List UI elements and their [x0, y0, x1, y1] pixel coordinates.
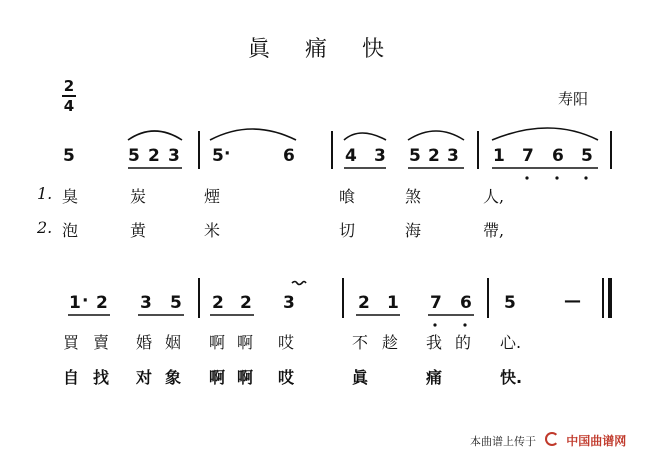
- lyric: 姻: [165, 333, 182, 352]
- note: 5: [581, 146, 593, 166]
- note: 4: [345, 146, 357, 166]
- note: 5: [409, 146, 421, 166]
- lyric: 帶,: [483, 221, 505, 240]
- time-signature-top: 2: [63, 77, 75, 95]
- lyric: 找: [93, 368, 110, 387]
- verse-number: 1.: [37, 184, 53, 203]
- lyric: 快.: [500, 368, 523, 387]
- note: 2: [148, 146, 160, 166]
- lyric: 对: [136, 368, 153, 387]
- ornament: [292, 282, 306, 285]
- lyric: 煙: [204, 187, 221, 206]
- footer-text: 本曲谱上传于: [470, 435, 536, 448]
- low-octave-dot: [555, 176, 558, 179]
- note: 5: [128, 146, 140, 166]
- lyric: 痛: [426, 368, 443, 387]
- augmentation-dot: ·: [224, 144, 231, 164]
- low-octave-dot: [433, 323, 436, 326]
- lyric: 喰: [339, 187, 356, 206]
- note: 5: [63, 146, 75, 166]
- note: 6: [460, 293, 472, 313]
- lyric: 海: [405, 221, 422, 240]
- low-octave-dot: [525, 176, 528, 179]
- note: 1: [387, 293, 399, 313]
- note: 2: [212, 293, 224, 313]
- lyric: 啊: [237, 368, 254, 387]
- lyric: 臭: [62, 187, 79, 206]
- lyric: 黄: [130, 221, 147, 240]
- lyric: 米: [204, 221, 221, 240]
- lyric: 啊: [209, 333, 226, 352]
- lyric: 炭: [130, 187, 147, 206]
- note: 5: [212, 146, 224, 166]
- lyric: 象: [165, 368, 182, 387]
- note: 2: [428, 146, 440, 166]
- lyric: 煞: [405, 187, 422, 206]
- low-octave-dot: [463, 323, 466, 326]
- note: 3: [168, 146, 180, 166]
- lyric: 哎: [278, 333, 295, 352]
- lyric: 趁: [382, 333, 399, 352]
- lyric: 切: [339, 221, 356, 240]
- footer: [470, 430, 626, 449]
- note: 5: [170, 293, 182, 313]
- lyric: 人,: [483, 187, 505, 206]
- note: 2: [96, 293, 108, 313]
- note: 2: [358, 293, 370, 313]
- note: 3: [374, 146, 386, 166]
- verse-number: 2.: [37, 218, 53, 237]
- lyric: 啊: [237, 333, 254, 352]
- lyric: 哎: [278, 368, 295, 387]
- site-logo[interactable]: 中国曲谱网: [566, 434, 627, 448]
- lyric: 賣: [93, 333, 110, 352]
- lyric: 我: [426, 333, 443, 352]
- origin-label: 寿阳: [558, 90, 589, 108]
- note: 6: [283, 146, 295, 166]
- title: 眞 痛 快: [248, 37, 398, 62]
- lyric: 心.: [500, 333, 522, 352]
- lyric: 的: [455, 333, 472, 352]
- logo-icon: [545, 432, 559, 446]
- slur: [408, 131, 464, 140]
- low-octave-dot: [584, 176, 587, 179]
- note: 1: [69, 293, 81, 313]
- note: 5: [504, 293, 516, 313]
- slur: [210, 129, 296, 140]
- augmentation-dot: ·: [82, 291, 89, 311]
- note: 3: [140, 293, 152, 313]
- lyric: 啊: [209, 368, 226, 387]
- slur: [492, 128, 598, 140]
- note: 3: [283, 293, 295, 313]
- note: 3: [447, 146, 459, 166]
- lyric: 不: [352, 333, 369, 352]
- slur: [344, 133, 386, 140]
- note: 2: [240, 293, 252, 313]
- lyric: 眞: [352, 368, 369, 387]
- lyric: 買: [63, 333, 80, 352]
- note: 6: [552, 146, 564, 166]
- slur: [128, 131, 182, 140]
- lyric: 婚: [136, 333, 153, 352]
- extension-dash: —: [564, 291, 581, 311]
- note: 7: [430, 293, 442, 313]
- lyric: 自: [63, 368, 80, 387]
- time-signature-bottom: 4: [63, 97, 75, 115]
- note: 1: [493, 146, 505, 166]
- lyric: 泡: [62, 221, 79, 240]
- note: 7: [522, 146, 534, 166]
